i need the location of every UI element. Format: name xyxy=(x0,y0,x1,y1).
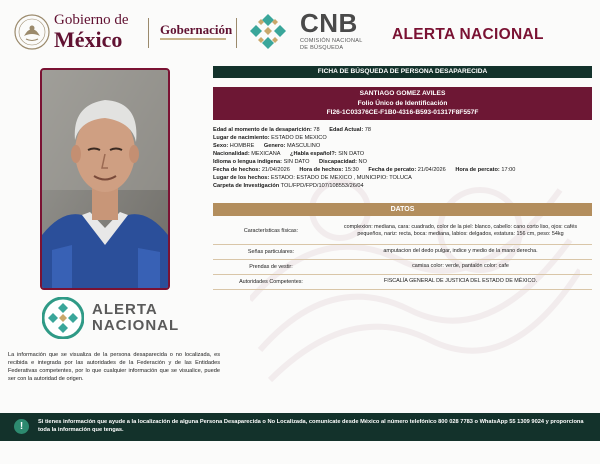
gob-line2: México xyxy=(54,27,123,52)
field-label: Lugar de nacimiento: xyxy=(213,135,270,141)
gob-line1: Gobierno de xyxy=(54,12,129,28)
field-label: Discapacidad: xyxy=(319,159,357,165)
field-label: Sexo: xyxy=(213,143,229,149)
field-row xyxy=(213,182,592,190)
disclaimer-text: La información que se visualiza de la persona desaparecida o no localizada, es recibida e integrada por las autoridades de la Federación y de las Entidades Federativas competentes, por lo que cualquier información que se visualice, puede ser con la autoridad de origen. xyxy=(8,352,220,382)
datos-value: complexion: mediana, cara: cuadrado, color de la piel: blanco, cabello: cano corto liso, ojos: cafés pequeños, nariz: recta, boca: mediana, labios: delgados, estatura: 156 cm, peso: 54kg xyxy=(329,218,592,244)
person-fields xyxy=(213,126,592,190)
field-value: SIN DATO xyxy=(283,159,310,165)
datos-value: FISCALÍA GENERAL DE JUSTICIA DEL ESTADO DE MÉXICO. xyxy=(329,274,592,289)
field-label: Lugar de los hechos: xyxy=(213,175,270,181)
footer-contact-text: Si tienes información que ayude a la localización de alguna Persona Desaparecida o No Localizada, comunícate desde México al número telefónico 800 028 7783 o WhatsApp 55 1309 9024 y proporciona toda la información que tengas. xyxy=(38,419,584,433)
field-label: Fecha de hechos: xyxy=(213,167,261,173)
field-value: 15:30 xyxy=(344,167,359,173)
cnb-title: CNB xyxy=(300,8,358,38)
gobernacion-label: Gobernación xyxy=(160,22,233,37)
alerta-nacional-logo-icon xyxy=(42,297,84,339)
alerta-nacional-logo-text xyxy=(92,302,179,334)
exclamation-icon: ! xyxy=(14,419,29,434)
field-row xyxy=(213,150,592,158)
field-value: ESTADO DE MEXICO xyxy=(271,135,327,141)
datos-title-bar: DATOS xyxy=(213,203,592,216)
national-seal-icon xyxy=(14,14,50,50)
field-value: HOMBRE xyxy=(229,143,255,149)
field-value: 21/04/2026 xyxy=(417,167,446,173)
field-label: Fecha de percato: xyxy=(368,167,417,173)
person-identity-box xyxy=(213,87,592,120)
folio-value: FI26-1C03376CE-F1B0-4316-B593-01317F8F557F xyxy=(326,109,479,116)
field-value: 17:00 xyxy=(501,167,516,173)
alerta-line2: NACIONAL xyxy=(92,317,180,334)
field-label: Edad al momento de la desaparición: xyxy=(213,127,312,133)
field-value: 21/04/2026 xyxy=(261,167,290,173)
field-row xyxy=(213,142,592,150)
field-label: Hora de percato: xyxy=(455,167,500,173)
person-portrait-icon xyxy=(42,70,168,288)
table-row xyxy=(213,244,592,259)
header-divider xyxy=(236,18,237,48)
field-value: MASCULINO xyxy=(286,143,321,149)
field-value: ESTADO: ESTADO DE MEXICO , MUNICIPIO: TOLUCA xyxy=(270,175,412,181)
field-value: 78 xyxy=(364,127,371,133)
ficha-title-bar: FICHA DE BÚSQUEDA DE PERSONA DESAPARECIDA xyxy=(213,66,592,78)
gobernacion-underline xyxy=(160,38,226,40)
datos-table xyxy=(213,218,592,290)
field-value: TOL/FPD/FPD/107/108553/26/04 xyxy=(280,183,364,189)
datos-label: Características físicas: xyxy=(213,218,329,244)
field-label: ¿Habla español?: xyxy=(290,151,337,157)
field-value: MEXICANA xyxy=(251,151,281,157)
alerta-nacional-title: ALERTA NACIONAL xyxy=(392,26,544,43)
field-row xyxy=(213,126,592,134)
table-row xyxy=(213,274,592,289)
person-name: SANTIAGO GOMEZ AVILES xyxy=(359,90,446,97)
field-row xyxy=(213,134,592,142)
field-value: SIN DATO xyxy=(338,151,365,157)
datos-label: Señas particulares: xyxy=(213,244,329,259)
field-row xyxy=(213,158,592,166)
cnb-subtitle xyxy=(300,38,363,51)
field-label: Nacionalidad: xyxy=(213,151,250,157)
gobierno-de-mexico-logo-text xyxy=(54,13,129,51)
field-label: Idioma o lengua indígena: xyxy=(213,159,282,165)
cnb-sub-line1: COMISIÓN NACIONAL xyxy=(300,38,363,44)
field-row xyxy=(213,166,592,174)
folio-label: Folio Único de Identificación xyxy=(357,99,448,107)
field-value: NO xyxy=(358,159,367,165)
person-photo xyxy=(40,68,170,290)
header-divider xyxy=(148,18,149,48)
datos-label: Prendas de vestir: xyxy=(213,259,329,274)
datos-label: Autoridades Competentes: xyxy=(213,274,329,289)
header xyxy=(0,0,600,62)
table-row xyxy=(213,218,592,244)
field-row xyxy=(213,174,592,182)
field-label: Carpeta de Investigación xyxy=(213,183,280,189)
cnb-logo-icon xyxy=(248,13,288,51)
datos-value: camisa color: verde, pantalón color: cafe xyxy=(329,259,592,274)
field-value: 78 xyxy=(313,127,320,133)
field-label: Edad Actual: xyxy=(329,127,364,133)
alerta-line1: ALERTA xyxy=(92,301,158,318)
field-label: Hora de hechos: xyxy=(299,167,344,173)
datos-value: amputacion del dedo pulgar, indice y medio de la mano derecha. xyxy=(329,244,592,259)
cnb-sub-line2: DE BÚSQUEDA xyxy=(300,44,344,51)
table-row xyxy=(213,259,592,274)
field-label: Genero: xyxy=(263,143,286,149)
